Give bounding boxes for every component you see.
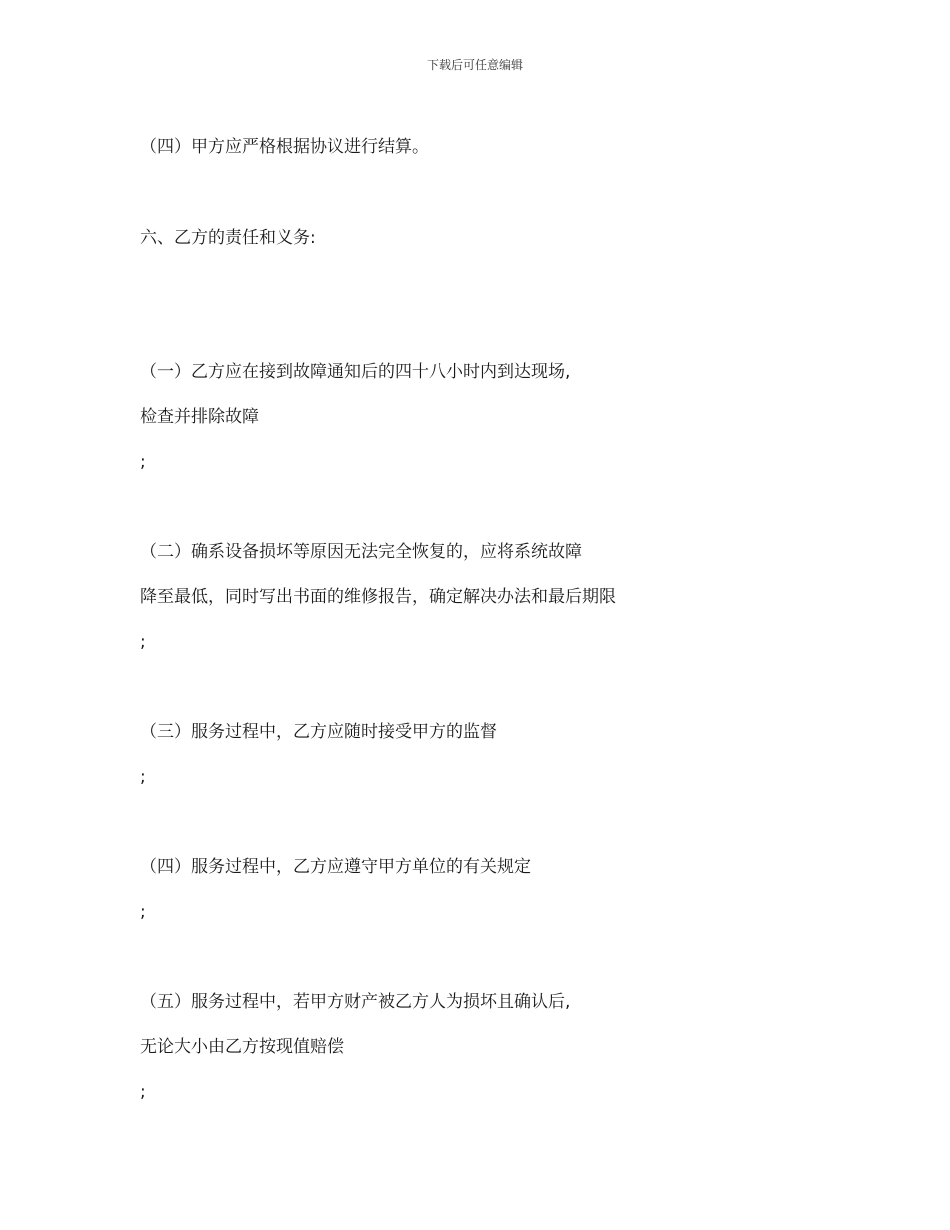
section-6-heading: 六、乙方的责任和义务: <box>140 228 316 248</box>
clause-4-line-1: （四）服务过程中，乙方应遵守甲方单位的有关规定 <box>140 857 531 877</box>
clause-5-line-2: 无论大小由乙方按现值赔偿 <box>140 1037 344 1057</box>
clause-4-terminator: ; <box>140 902 146 922</box>
clause-2-line-1: （二）确系设备损坏等原因无法完全恢复的，应将系统故障 <box>140 542 582 562</box>
clause-1-line-1: （一）乙方应在接到故障通知后的四十八小时内到达现场, <box>140 362 571 382</box>
clause-3-terminator: ; <box>140 767 146 787</box>
clause-5-terminator: ; <box>140 1082 146 1102</box>
clause-3-line-1: （三）服务过程中，乙方应随时接受甲方的监督 <box>140 722 497 742</box>
clause-2-line-2: 降至最低，同时写出书面的维修报告，确定解决办法和最后期限 <box>140 587 616 607</box>
clause-4-settlement: （四）甲方应严格根据协议进行结算。 <box>140 137 429 157</box>
clause-5-line-1: （五）服务过程中，若甲方财产被乙方人为损坏且确认后, <box>140 992 571 1012</box>
clause-1-line-2: 检查并排除故障 <box>140 407 259 427</box>
clause-2-terminator: ; <box>140 632 146 652</box>
clause-1-terminator: ; <box>140 452 146 472</box>
page-header: 下载后可任意编辑 <box>426 58 523 72</box>
